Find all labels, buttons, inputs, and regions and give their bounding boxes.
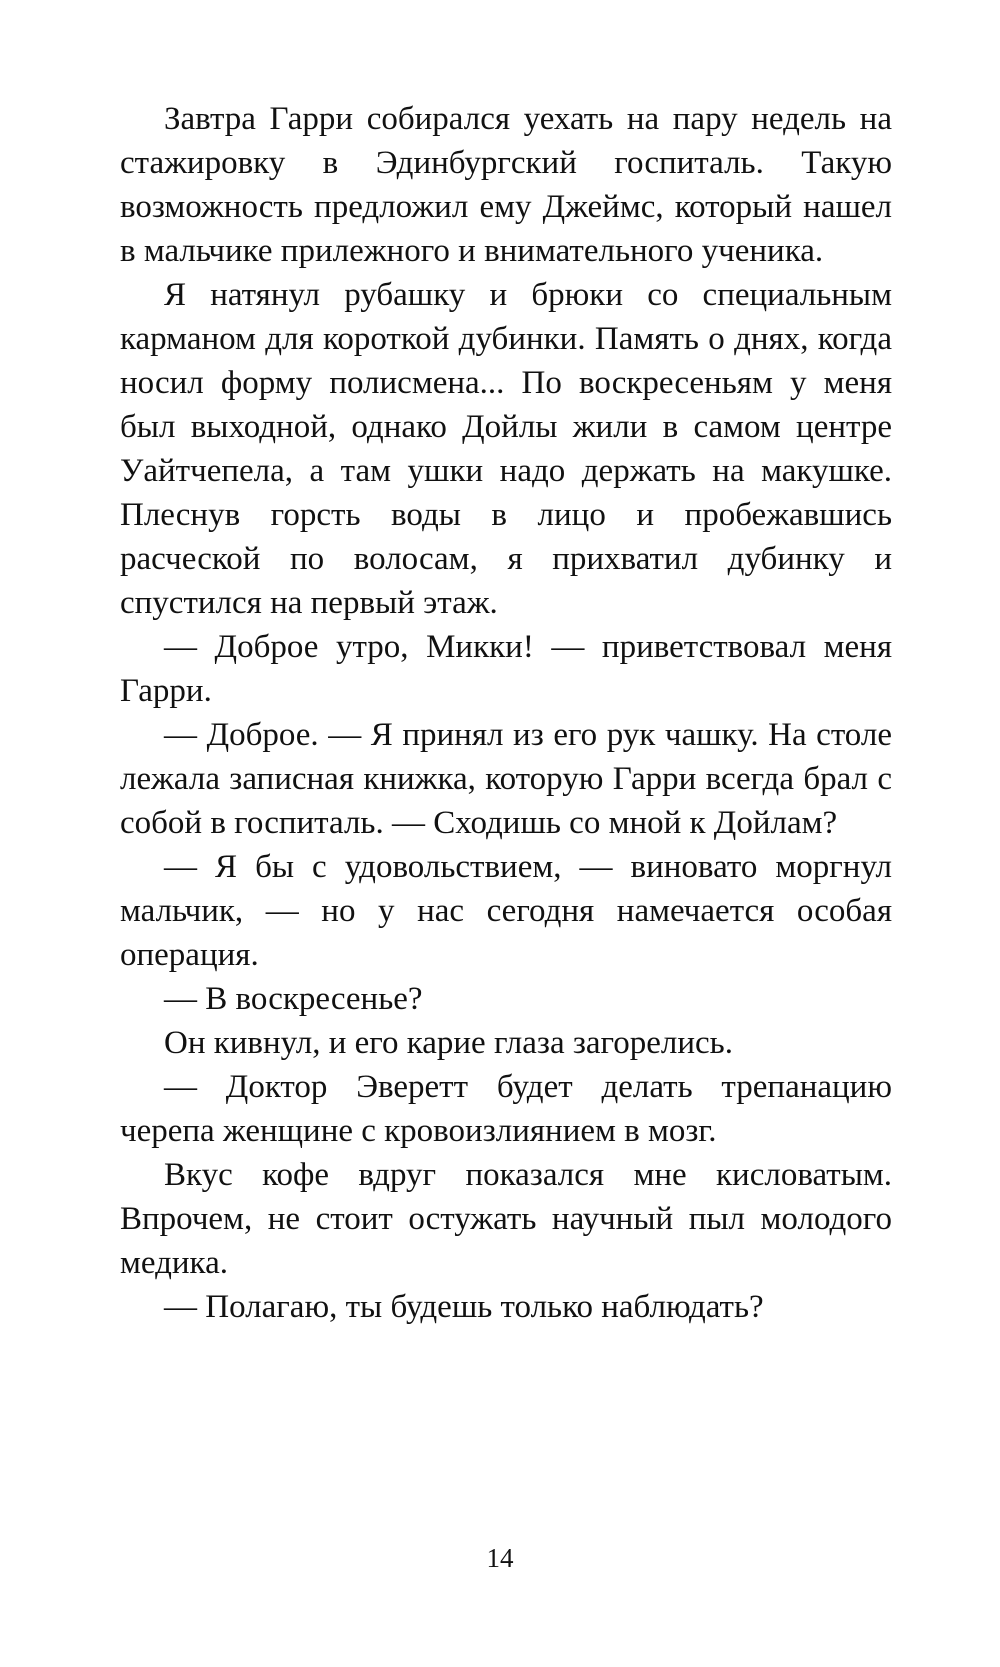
page-body: [120, 97, 892, 1329]
paragraph-4: — Доброе. — Я принял из его рук чашку. На столе лежала записная книжка, которую Гарри всегда брал с собой в госпиталь. — Сходишь со мной к Дойлам?: [120, 717, 892, 841]
paragraph-5: — Я бы с удовольствием, — виновато моргнул мальчик, — но у нас сегодня намечается особая операция.: [120, 849, 892, 973]
paragraph-9: Вкус кофе вдруг показался мне кисловатым. Впрочем, не стоит остужать научный пыл молодого медика.: [120, 1157, 892, 1281]
paragraph-7: Он кивнул, и его карие глаза загорелись.: [164, 1025, 733, 1061]
page-number: 14: [486, 1543, 514, 1573]
paragraph-10: — Полагаю, ты будешь только наблюдать?: [164, 1289, 764, 1325]
paragraph-3: — Доброе утро, Микки! — приветствовал меня Гарри.: [120, 629, 892, 709]
paragraph-1: Завтра Гарри собирался уехать на пару недель на стажировку в Эдинбургский госпиталь. Такую возможность предложил ему Джеймс, который нашел в мальчике прилежного и внимательного ученика.: [120, 101, 892, 269]
paragraph-6: — В воскресенье?: [164, 981, 423, 1017]
paragraph-2: Я натянул рубашку и брюки со специальным карманом для короткой дубинки. Память о днях, когда носил форму полисмена... По воскресеньям у меня был выходной, однако Дойлы жили в самом центре Уайтчепела, а там ушки надо держать на макушке. Плеснув горсть воды в лицо и пробежавшись расческой по волосам, я прихватил дубинку и спустился на первый этаж.: [120, 277, 892, 621]
paragraph-8: — Доктор Эверетт будет делать трепанацию черепа женщине с кровоизлиянием в мозг.: [120, 1069, 892, 1149]
